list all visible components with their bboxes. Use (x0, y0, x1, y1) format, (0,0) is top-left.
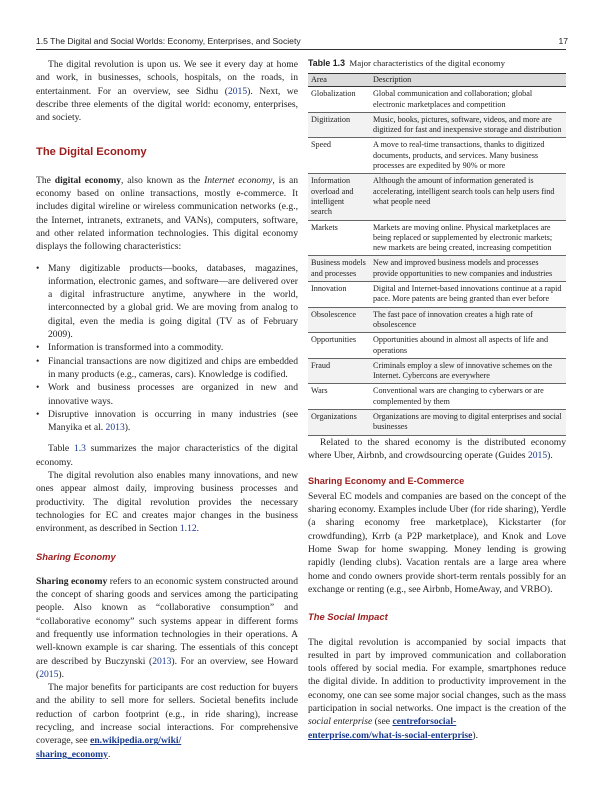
area-cell: Opportunities (308, 333, 370, 359)
area-cell: Information overload and intelligent search (308, 174, 370, 220)
innovation-paragraph: The digital revolution also enables many innovations, and new ones appear almost daily, improving business processes and productivity. The digital revolution provides the necessary technologies for EC and creates major changes in the business environment, as described in Section 1.12. (36, 470, 298, 535)
list-item: • Work and business processes are organized in new and innovative ways. (36, 382, 298, 407)
ecommerce-paragraph: Several EC models and companies are based on the concept of the sharing economy. Examples include Uber (for ride sharing), Yerdle (a sharing economy free marketplace), Kickstarter (for crowdfunding), Krrb (a P2P marketplace), and Knok and Love Home Swap for home swapping. Money lending is growing rapidly (lending clubs). Vacation rentals are a large area where home and condo owners provide short-term rentals possibly for an exchange or renting (e.g., see Airbnb, HomeAway, and VRBO). (308, 490, 566, 595)
social-enterprise-link[interactable]: centreforsocial- enterprise.com/what-is-social-enterprise (308, 716, 473, 741)
citation-link[interactable]: 2015 (527, 450, 548, 462)
benefits-paragraph: The major benefits for participants are cost reduction for buyers and the ability to sell more for sellers. Societal benefits include reduction of carbon footprint (e.g., in ride sharing), increase recycling, and increase social interactions. For comprehensive coverage, see en.wikipedia.org/wiki/ sharing_economy. (36, 682, 298, 760)
table-row (308, 256, 566, 282)
description-cell: Conventional wars are changing to cyberwars or are complemented by them (370, 384, 566, 410)
characteristics-table (308, 73, 566, 436)
area-cell: Organizations (308, 410, 370, 436)
table-row (308, 138, 566, 174)
table-caption: Table 1.3 Major characteristics of the digital economy (308, 58, 506, 68)
description-cell: Organizations are moving to digital enterprises and social businesses (370, 410, 566, 436)
list-item: • Disruptive innovation is occurring in many industries (see Manyika et al. 2013). (36, 408, 298, 434)
section-link[interactable]: 1.12 (179, 523, 197, 535)
subsection-heading-social-impact: The Social Impact (308, 611, 388, 623)
table-row (308, 220, 566, 256)
citation-link[interactable]: 2013 (105, 422, 125, 434)
area-cell: Obsolescence (308, 307, 370, 333)
characteristics-list (36, 262, 298, 435)
section-heading-digital-economy: The Digital Economy (36, 146, 147, 159)
citation-link[interactable]: 2015 (39, 668, 59, 680)
column-header-area: Area (308, 74, 370, 87)
citation-link[interactable]: 2015 (227, 85, 248, 97)
table-row (308, 87, 566, 113)
table-row (308, 112, 566, 138)
area-cell: Digitization (308, 112, 370, 138)
table-reference-paragraph: Table 1.3 summarizes the major characteristics of the digital economy. (36, 443, 298, 468)
column-header-description: Description (370, 74, 566, 87)
intro-paragraph: The digital revolution is upon us. We see it every day at home and work, in businesses, schools, hospitals, on the roads, in entertainment. For an overview, see Sidhu (2015). Next, we describe three elements of the digital world: economy, enterprises, and society. (36, 59, 298, 124)
description-cell: Although the amount of information generated is accelerating, intelligent search tools can help users find what people need (370, 174, 566, 220)
list-item: • Financial transactions are now digitized and chips are embedded in many products (e.g., cameras, cars). Knowledge is codified. (36, 355, 298, 380)
description-cell: Criminals employ a slew of innovative schemes on the Internet. Cybercons are everywhere (370, 358, 566, 384)
table-row (308, 174, 566, 220)
list-item: • Many digitizable products—books, databases, magazines, information, electronic games, and software—are delivered over a digital infrastructure anytime, anywhere in the world, interconnected by a global grid. We are moving from analog to digital, even the media is going digital (TV as of February 2009). (36, 262, 298, 341)
page-number: 17 (558, 36, 568, 46)
description-cell: New and improved business models and processes provide opportunities to new companies and industries (370, 256, 566, 282)
wikipedia-link[interactable]: en.wikipedia.org/wiki/ sharing_economy (36, 735, 182, 760)
area-cell: Innovation (308, 282, 370, 308)
table-row (308, 307, 566, 333)
area-cell: Business models and processes (308, 256, 370, 282)
table-row (308, 333, 566, 359)
list-item: • Information is transformed into a commodity. (36, 342, 224, 354)
term-digital-economy: digital economy (54, 174, 122, 186)
social-impact-paragraph: The digital revolution is accompanied by social impacts that resulted in part by improved communication and collaboration tools offered by social media. For example, smartphones reduce the digital divide. In addition to productivity improvement in the economy, one can see some major social changes, such as the mass participation in social networks. One impact is the creation of the social enterprise (see centreforsocial- enterprise.com/what-is-social-enterprise). (308, 636, 566, 741)
description-cell: The fast pace of innovation creates a high rate of obsolescence (370, 307, 566, 333)
table-row (308, 384, 566, 410)
running-head-title: 1.5 The Digital and Social Worlds: Economy, Enterprises, and Society (36, 36, 301, 46)
table-1-3 (308, 58, 566, 436)
header-rule (36, 49, 566, 50)
description-cell: Music, books, pictures, software, videos, and more are digitized for fast and inexpensive storage and distribution (370, 112, 566, 138)
description-cell: Opportunities abound in almost all aspects of life and operations (370, 333, 566, 359)
right-column (308, 436, 566, 742)
running-head (36, 36, 568, 50)
distributed-economy-paragraph: Related to the shared economy is the distributed economy where Uber, Airbnb, and crowdsourcing operate (Guides 2015). (308, 437, 566, 462)
area-cell: Globalization (308, 87, 370, 113)
table-row (308, 410, 566, 436)
table-header-row (308, 74, 566, 87)
description-cell: Digital and Internet-based innovations continue at a rapid pace. More patents are being granted than ever before (370, 282, 566, 308)
table-row (308, 358, 566, 384)
description-cell: Markets are moving online. Physical marketplaces are being replaced or supplemented by electronic markets; new markets are being created, increasing competition (370, 220, 566, 256)
description-cell: A move to real-time transactions, thanks to digitized documents, products, and services. Many business processes are expedited by 90% or more (370, 138, 566, 174)
citation-link[interactable]: 2013 (152, 655, 172, 667)
subsection-heading-sharing-economy: Sharing Economy (36, 550, 116, 562)
left-column (36, 58, 298, 761)
area-cell: Markets (308, 220, 370, 256)
sharing-economy-paragraph: Sharing economy refers to an economic system constructed around the concept of sharing goods and services among the participating people. Also known as “collaborative consumption” and “collaborative economy” such systems appear in different forms and frequently use information technologies in their operations. A well-known example is car sharing. The essentials of this concept are described by Buczynski (2013). For an overview, see Howard (2015). (36, 575, 298, 680)
area-cell: Wars (308, 384, 370, 410)
table-row (308, 282, 566, 308)
table-link[interactable]: 1.3 (73, 443, 86, 455)
term-sharing-economy: Sharing economy (36, 575, 108, 587)
digital-economy-paragraph: The digital economy, also known as the Internet economy, is an economy based on online transactions, mostly e-commerce. It includes digital wireline or wireless communication networks (e.g., the Internet, intranets, extranets, and VANs), computers, software, and other related information technologies. This digital economy displays the following characteristics: (36, 174, 298, 253)
area-cell: Fraud (308, 358, 370, 384)
subsection-heading-sharing-ecommerce: Sharing Economy and E-Commerce (308, 475, 465, 486)
description-cell: Global communication and collaboration; global electronic marketplaces and competition (370, 87, 566, 113)
area-cell: Speed (308, 138, 370, 174)
